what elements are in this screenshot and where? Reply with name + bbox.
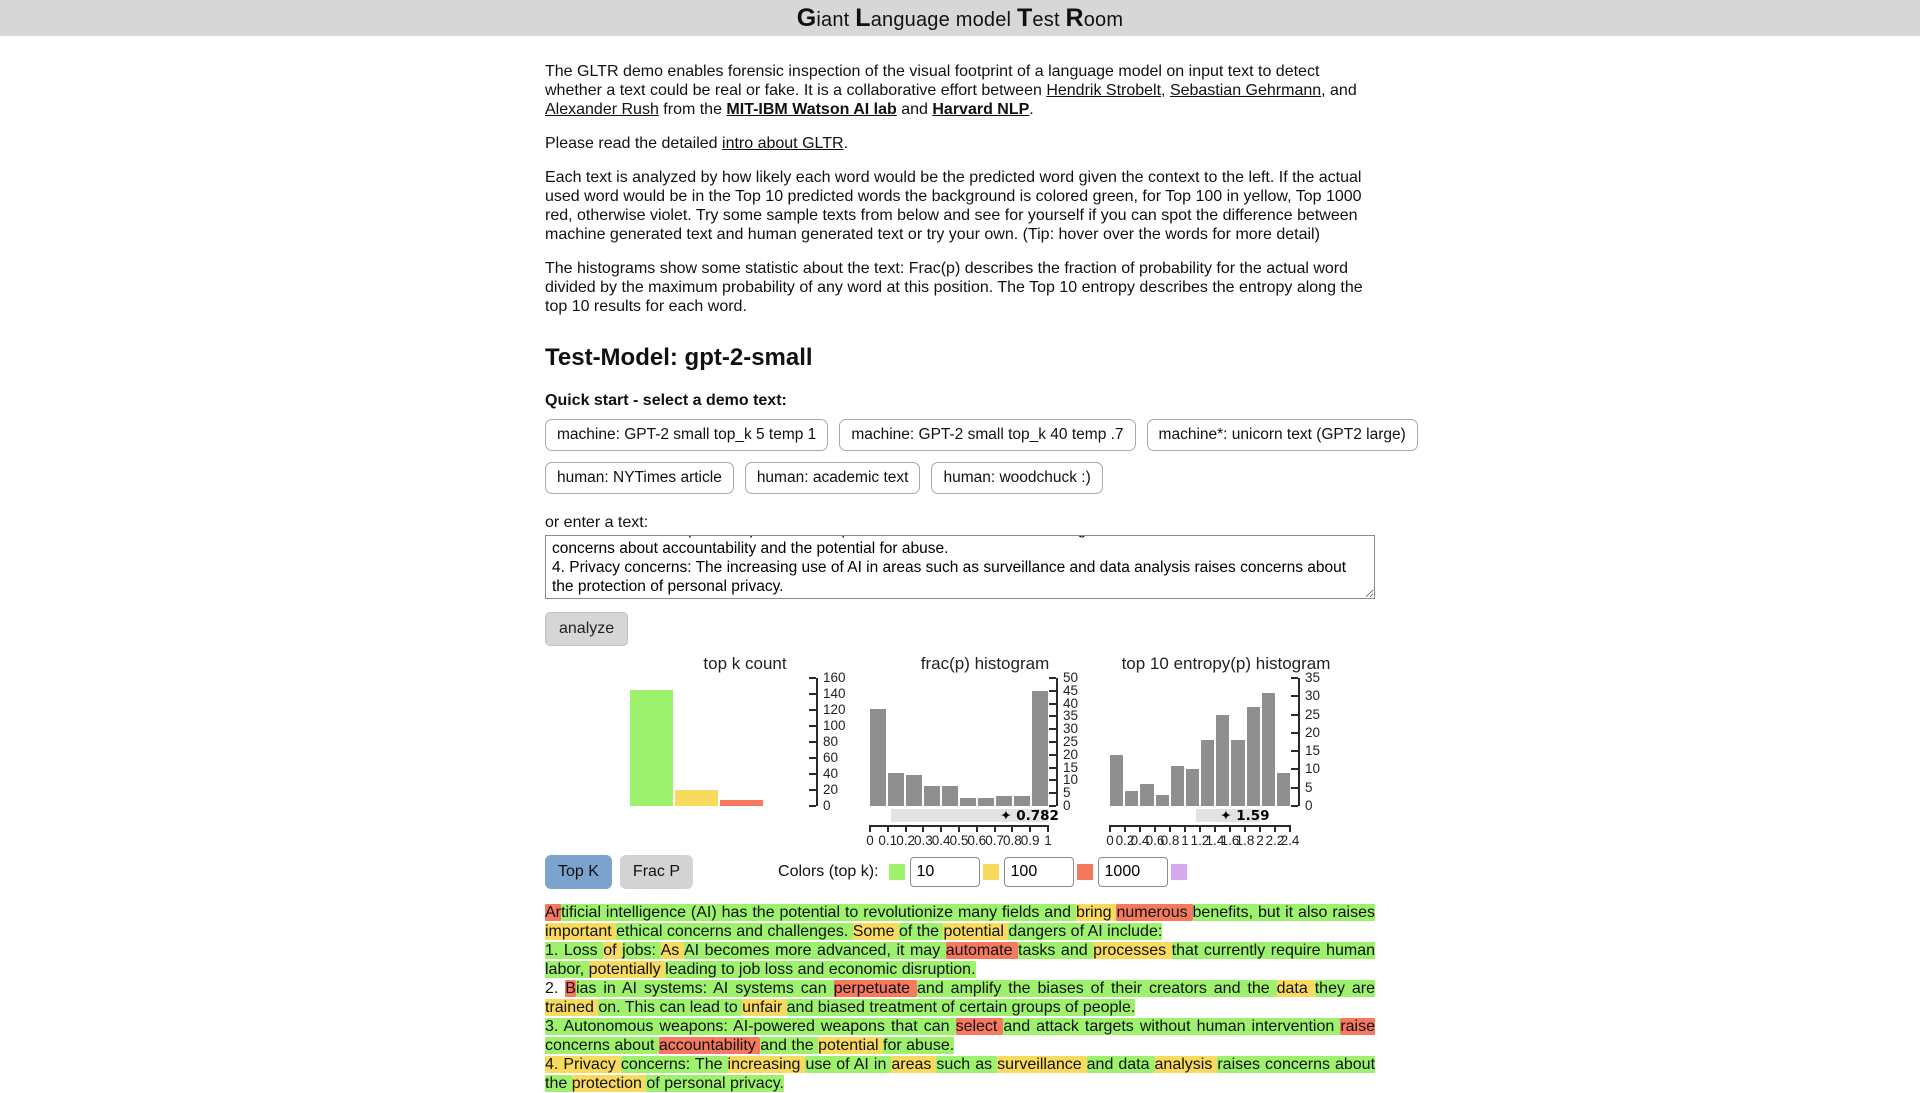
intro-paragraph-2: Please read the detailed intro about GLTR. bbox=[545, 135, 849, 152]
analyzed-token[interactable]: and amplify the biases of their creators and the bbox=[917, 980, 1277, 997]
analyzed-token[interactable]: 2. bbox=[545, 980, 566, 997]
yellow-color-swatch bbox=[983, 864, 999, 880]
histogram-bar bbox=[888, 773, 904, 806]
analyzed-token[interactable]: Ar bbox=[545, 904, 561, 921]
analyzed-token[interactable]: and data bbox=[1086, 1056, 1155, 1073]
demo-text-button[interactable]: machine: GPT-2 small top_k 40 temp .7 bbox=[839, 419, 1135, 451]
topk-mode-button[interactable]: Top K bbox=[545, 855, 612, 889]
analyzed-token[interactable]: processes bbox=[1093, 942, 1172, 959]
inline-link[interactable]: Hendrik Strobelt bbox=[1046, 82, 1162, 99]
model-heading: Test-Model: gpt-2-small bbox=[545, 344, 813, 371]
inline-link[interactable]: MIT-IBM Watson AI lab bbox=[726, 101, 897, 118]
histogram-bar bbox=[1201, 740, 1214, 806]
slider-handle[interactable]: ✦ 1.59 bbox=[1220, 808, 1270, 824]
histogram-bar bbox=[1140, 784, 1153, 806]
analyzed-token[interactable]: and attack targets without human intervention bbox=[1003, 1018, 1341, 1035]
demo-text-button[interactable]: machine*: unicorn text (GPT2 large) bbox=[1147, 419, 1418, 451]
analyzed-token[interactable]: numerous bbox=[1116, 904, 1193, 921]
histogram-bar bbox=[1186, 769, 1199, 806]
analysis-line bbox=[545, 979, 1375, 1017]
analyzed-token[interactable]: 4. Privacy bbox=[545, 1056, 621, 1073]
histogram-bar bbox=[1156, 795, 1169, 806]
histogram-bar bbox=[1277, 773, 1290, 806]
histogram-bar bbox=[960, 798, 976, 806]
analyzed-token[interactable]: concerns: The bbox=[620, 1056, 728, 1073]
analyzed-token[interactable]: automate bbox=[945, 942, 1019, 959]
analyzed-token[interactable]: raise bbox=[1340, 1018, 1375, 1035]
histogram-bar bbox=[996, 796, 1012, 806]
y-axis: 0 20 40 60 80 100 120 140 160 bbox=[816, 678, 860, 806]
analyzed-token[interactable]: Some bbox=[852, 923, 899, 940]
histogram-bar bbox=[1262, 693, 1275, 806]
analyzed-token[interactable]: data bbox=[1276, 980, 1315, 997]
histogram-bar bbox=[1032, 691, 1048, 806]
analyzed-token[interactable]: ias in AI systems: AI systems can bbox=[575, 980, 834, 997]
header-bar bbox=[0, 0, 1920, 36]
analyzed-token[interactable]: perpetuate bbox=[833, 980, 918, 997]
x-axis: 0 0.1 0.2 0.3 0.4 0.5 0.6 0.7 0.8 0.9 1 bbox=[870, 825, 1048, 849]
analyzed-token[interactable]: raises concerns about the bbox=[545, 1056, 1376, 1092]
histogram-bar bbox=[1125, 791, 1138, 806]
intro-paragraph-3: Each text is analyzed by how likely each word would be the predicted word given the context to the left. If the actual used word would be in the Top 10 predicted words the background is colored green, for Top 100 in yellow, Top 1000 red, otherwise violet. Try some sample texts from below and see for yourself if you can spot the difference between machine generated text and human generated text or try your own. (Tip: hover over the words for more detail) bbox=[545, 169, 1362, 243]
analyzed-token[interactable]: on. This can lead to bbox=[598, 999, 743, 1016]
analyzed-token[interactable]: protection bbox=[571, 1075, 647, 1092]
inline-link[interactable]: Harvard NLP bbox=[932, 101, 1030, 118]
intro-paragraph-1: The GLTR demo enables forensic inspection of the visual footprint of a language model on input text to detect whether a text could be real or fake. It is a collaborative effort between Hendrik Strobelt, Sebastian Gehrmann, and Alexander Rush from the MIT-IBM Watson AI lab and Harvard NLP. bbox=[545, 63, 1357, 118]
analyzed-token[interactable]: dangers of AI include: bbox=[1008, 923, 1163, 940]
analyzed-token[interactable]: use of AI in bbox=[805, 1056, 892, 1073]
analyzed-token[interactable]: and the bbox=[760, 1037, 819, 1054]
analyzed-token[interactable]: and biased treatment of certain groups of people. bbox=[786, 999, 1136, 1016]
text-input[interactable] bbox=[545, 535, 1375, 599]
analyzed-token[interactable]: B bbox=[565, 980, 576, 997]
analyzed-token[interactable]: potential bbox=[818, 1037, 884, 1054]
histogram-bar bbox=[1216, 715, 1229, 806]
controls-row bbox=[545, 855, 1375, 889]
page-title: Giant Language model Test Room bbox=[796, 3, 1124, 32]
top100-threshold-input[interactable] bbox=[1004, 857, 1074, 887]
demo-buttons-row-1 bbox=[545, 419, 1406, 451]
analyzed-token[interactable]: AI becomes more advanced, it may bbox=[683, 942, 946, 959]
analyzed-token[interactable]: benefits, but it also raises bbox=[1192, 904, 1376, 921]
green-color-swatch bbox=[889, 864, 905, 880]
topk-count-chart bbox=[630, 654, 860, 825]
analyzed-token[interactable]: tasks and bbox=[1018, 942, 1094, 959]
analyzed-token[interactable]: for abuse. bbox=[883, 1037, 955, 1054]
analyzed-token[interactable]: surveillance bbox=[997, 1056, 1087, 1073]
analyzed-token[interactable]: areas bbox=[891, 1056, 937, 1073]
histogram-bar bbox=[720, 800, 763, 806]
analyzed-token[interactable]: increasing bbox=[727, 1056, 806, 1073]
analysis-line bbox=[545, 1017, 1375, 1055]
demo-text-button[interactable]: machine: GPT-2 small top_k 5 temp 1 bbox=[545, 419, 828, 451]
x-axis: 0 0.2 0.4 0.6 0.8 1 1.2 1.4 1.6 1.8 2 2.2 2.4 bbox=[1110, 825, 1290, 849]
demo-buttons-row-2 bbox=[545, 462, 1375, 494]
analyzed-token[interactable]: they are bbox=[1314, 980, 1376, 997]
analyzed-token[interactable]: trained bbox=[545, 999, 599, 1016]
analyzed-token[interactable]: important bbox=[545, 923, 617, 940]
inline-link[interactable]: Alexander Rush bbox=[545, 101, 659, 118]
analyzed-token[interactable]: As bbox=[660, 942, 684, 959]
analyzed-token[interactable]: of bbox=[603, 942, 623, 959]
top10-threshold-input[interactable] bbox=[910, 857, 980, 887]
histogram-bar bbox=[1247, 707, 1260, 806]
analyzed-token[interactable]: potential bbox=[943, 923, 1009, 940]
analyze-button[interactable]: analyze bbox=[545, 612, 628, 646]
histogram-bar bbox=[870, 709, 886, 806]
histogram-bar bbox=[1231, 740, 1244, 806]
analysis-line bbox=[545, 1055, 1375, 1093]
analysis-text bbox=[545, 903, 1375, 1093]
analyzed-token[interactable]: tificial intelligence (AI) has the potential to revolutionize many fields and bbox=[561, 904, 1076, 921]
analyzed-token[interactable]: of personal privacy. bbox=[646, 1075, 784, 1092]
analysis-line bbox=[545, 941, 1375, 979]
colors-label: Colors (top k): bbox=[778, 863, 879, 880]
histogram-bar bbox=[1110, 755, 1123, 806]
demo-text-button[interactable]: human: NYTimes article bbox=[545, 462, 734, 494]
histogram-bar bbox=[924, 786, 940, 806]
analyzed-token[interactable]: bring bbox=[1075, 904, 1117, 921]
analyzed-token[interactable]: ethical concerns and challenges. bbox=[616, 923, 853, 940]
analyzed-token[interactable]: potentially bbox=[588, 961, 666, 978]
chart-title: top 10 entropy(p) histogram bbox=[1121, 654, 1331, 673]
entropy-histogram-chart bbox=[1106, 654, 1342, 849]
analyzed-token[interactable]: concerns about bbox=[545, 1037, 659, 1054]
enter-text-label: or enter a text: bbox=[545, 514, 649, 531]
histogram-bar bbox=[630, 690, 673, 806]
analysis-line bbox=[545, 903, 1375, 941]
quick-start-label: Quick start - select a demo text: bbox=[545, 392, 787, 409]
demo-text-button[interactable]: human: woodchuck :) bbox=[931, 462, 1102, 494]
analyzed-token[interactable]: accountability bbox=[658, 1037, 761, 1054]
top1000-threshold-input[interactable] bbox=[1098, 857, 1168, 887]
y-axis: 0 5 10 15 20 25 30 35 bbox=[1298, 678, 1342, 806]
inline-link[interactable]: intro about GLTR bbox=[722, 135, 844, 152]
red-color-swatch bbox=[1077, 864, 1093, 880]
histogram-bar bbox=[675, 790, 718, 806]
violet-color-swatch bbox=[1171, 864, 1187, 880]
inline-link[interactable]: Sebastian Gehrmann bbox=[1169, 82, 1322, 99]
analyzed-token[interactable]: unfair bbox=[742, 999, 787, 1016]
chart-title: frac(p) histogram bbox=[920, 654, 1050, 673]
fracp-histogram-chart bbox=[866, 654, 1100, 849]
analyzed-token[interactable]: select bbox=[955, 1018, 1004, 1035]
main-content bbox=[545, 62, 1406, 1093]
chart-title: top k count bbox=[703, 654, 787, 673]
analyzed-token[interactable]: of the bbox=[898, 923, 944, 940]
analyzed-token[interactable]: that currently require human labor, bbox=[545, 942, 1376, 978]
analyzed-token[interactable]: leading to job loss and economic disruption. bbox=[665, 961, 976, 978]
y-axis: 0 5 10 15 20 25 30 35 40 45 50 bbox=[1056, 678, 1100, 806]
histogram-bar bbox=[978, 798, 994, 806]
histogram-bar bbox=[1171, 766, 1184, 806]
intro-paragraph-4: The histograms show some statistic about the text: Frac(p) describes the fraction of probability for the actual word divided by the maximum probability of any word at this position. The Top 10 entropy describes the entropy along the top 10 results for each word. bbox=[545, 260, 1363, 315]
demo-text-button[interactable]: human: academic text bbox=[745, 462, 921, 494]
analyzed-token[interactable]: 3. Autonomous weapons: AI-powered weapons that can bbox=[545, 1018, 956, 1035]
histograms-row bbox=[630, 654, 1375, 849]
analyzed-token[interactable]: such as bbox=[936, 1056, 998, 1073]
analyzed-token[interactable]: 1. Loss bbox=[545, 942, 604, 959]
histogram-bar bbox=[906, 775, 922, 806]
histogram-bar bbox=[942, 786, 958, 806]
analyzed-token[interactable]: analysis bbox=[1154, 1056, 1218, 1073]
analyzed-token[interactable]: jobs: bbox=[622, 942, 661, 959]
histogram-bar bbox=[1014, 796, 1030, 806]
fracp-mode-button[interactable]: Frac P bbox=[620, 855, 693, 889]
slider-handle[interactable]: ✦ 0.782 bbox=[1000, 808, 1059, 824]
